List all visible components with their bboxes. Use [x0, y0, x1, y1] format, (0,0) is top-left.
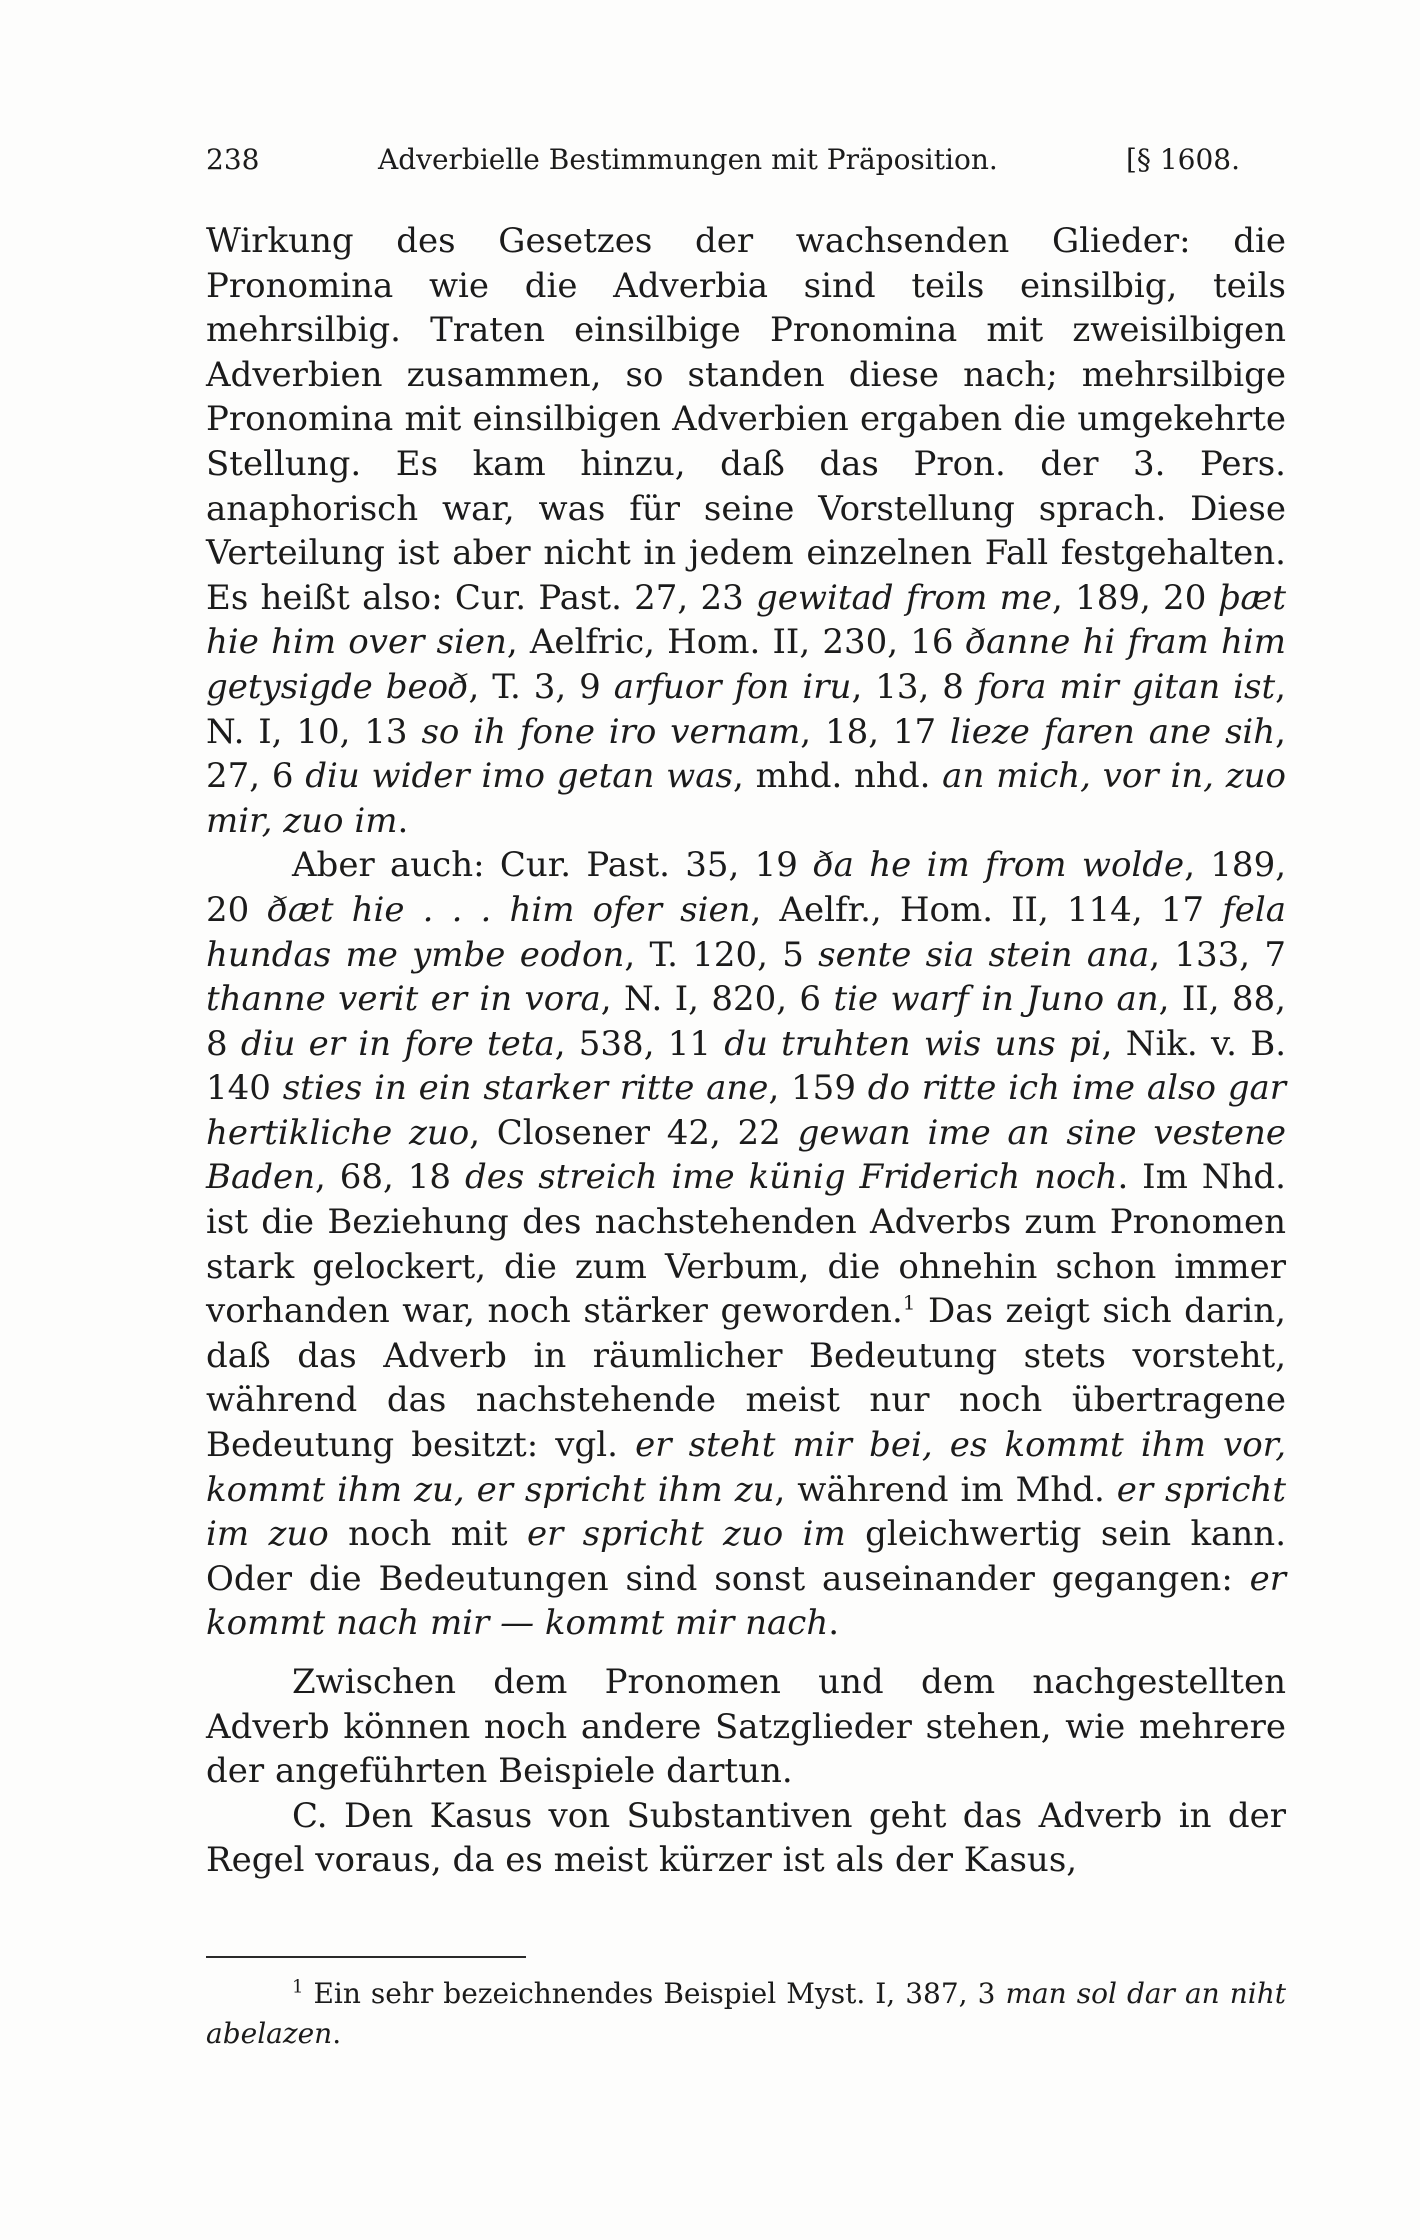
section-number: [§ 1608. — [1126, 143, 1240, 176]
footnote: $^1$ Ein sehr bezeichnendes Beispiel Myst. I, 387, 3 man sol dar an niht abelazen. — [206, 1976, 1286, 2050]
paragraph: C. Den Kasus von Substantiven geht das Adverb in der Regel voraus, da es meist kürzer ist als der Kasus, — [206, 1795, 1286, 1881]
footnote-rule — [206, 1956, 526, 1958]
paragraph: Zwischen dem Pronomen und dem nachgestellten Adverb können noch andere Satzglieder stehen, wie mehrere der angeführten Beispiele dartun. — [206, 1662, 1286, 1792]
paragraph: Aber auch: Cur. Past. 35, 19 ða he im from wolde, 189, 20 ðæt hie . . . him ofer sien, Aelfr., Hom. II, 114, 17 fela hundas me ymbe eodon, T. 120, 5 sente sia stein ana, 133, 7 thanne verit er in vora, N. I, 820, 6 tie warf in Juno an, II, 88, 8 diu er in fore teta, 538, 11 du truhten wis uns pi, Nik. v. B. 140 sties in ein starker ritte ane, 159 do ritte ich ime also gar hertikliche zuo, Closener 42, 22 gewan ime an sine vestene Baden, 68, 18 des streich ime künig Friderich noch. Im Nhd. ist die Beziehung des nachstehenden Adverbs zum Pronomen stark gelockert, die zum Verbum, die ohnehin schon immer vorhanden war, noch stärker geworden.$^1$ Das zeigt sich darin, daß das Adverb in räumlicher Bedeutung stets vorsteht, während das nachstehende meist nur noch übertragene Bedeutung besitzt: vgl. er steht mir bei, es kommt ihm vor, kommt ihm zu, er spricht ihm zu, während im Mhd. er spricht im zuo noch mit er spricht zuo im gleichwertig sein kann. Oder die Bedeutungen sind sonst auseinander gegangen: er kommt nach mir — kommt mir nach. — [206, 845, 1287, 1644]
running-title: Adverbielle Bestimmungen mit Präposition. — [378, 143, 998, 176]
page-number: 238 — [206, 143, 260, 176]
paragraph: Wirkung des Gesetzes der wachsenden Glieder: die Pronomina wie die Adverbia sind teils einsilbig, teils mehrsilbig. Traten einsilbige Pronomina mit zweisilbigen Adverbien zusammen, so standen diese nach; mehrsilbige Pronomina mit einsilbigen Adverbien ergaben die umgekehrte Stellung. Es kam hinzu, daß das Pron. der 3. Pers. anaphorisch war, was für seine Vorstellung sprach. Diese Verteilung ist aber nicht in jedem einzelnen Fall festgehalten. Es heißt also: Cur. Past. 27, 23 gewitad from me, 189, 20 þæt hie him over sien, Aelfric, Hom. II, 230, 16 ðanne hi fram him getysigde beoð, T. 3, 9 arfuor fon iru, 13, 8 fora mir gitan ist, N. I, 10, 13 so ih fone iro vernam, 18, 17 lieze faren ane sih, 27, 6 diu wider imo getan was, mhd. nhd. an mich, vor in, zuo mir, zuo im. — [206, 221, 1287, 841]
body-text — [206, 219, 1286, 1883]
